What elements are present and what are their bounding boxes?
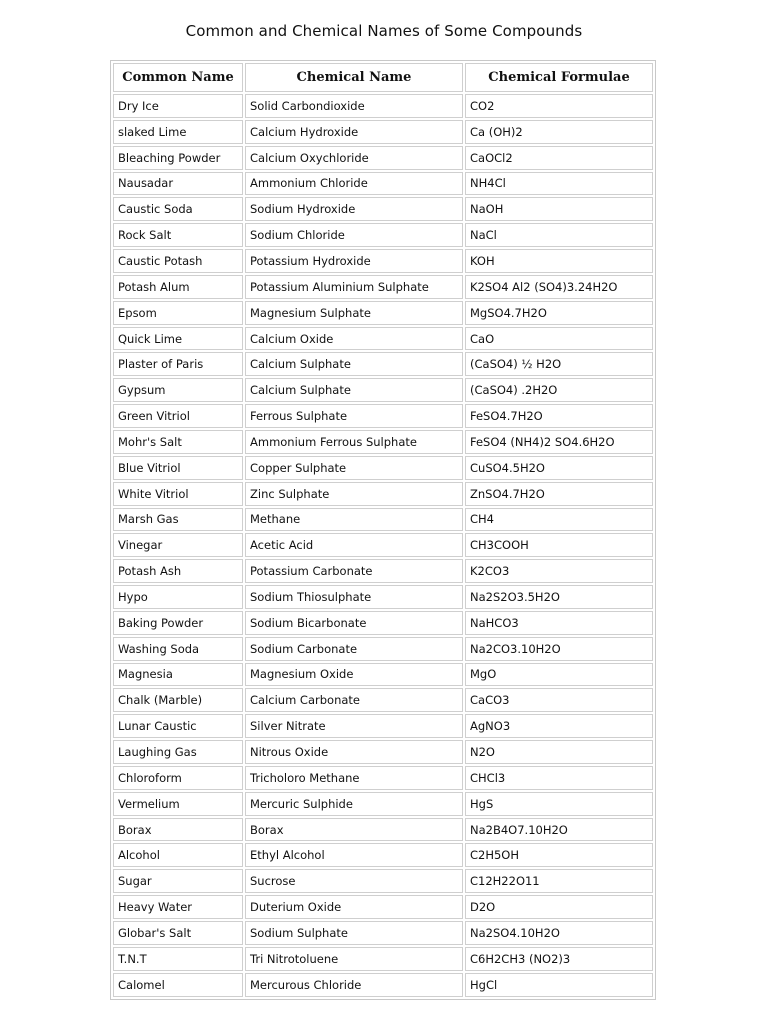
common-name-cell: Alcohol bbox=[113, 843, 243, 867]
chemical-name-cell: Silver Nitrate bbox=[245, 714, 463, 738]
chemical-formula-cell: CO2 bbox=[465, 94, 653, 118]
table-row bbox=[113, 818, 653, 842]
common-name-cell: Green Vitriol bbox=[113, 404, 243, 428]
chemical-formula-cell: (CaSO4) .2H2O bbox=[465, 378, 653, 402]
chemical-formula-cell: K2CO3 bbox=[465, 559, 653, 583]
table-row bbox=[113, 714, 653, 738]
common-name-cell: Dry Ice bbox=[113, 94, 243, 118]
table-row bbox=[113, 637, 653, 661]
chemical-name-cell: Calcium Oxide bbox=[245, 327, 463, 351]
common-name-cell: Vinegar bbox=[113, 533, 243, 557]
table-body bbox=[113, 94, 653, 997]
chemical-name-cell: Tri Nitrotoluene bbox=[245, 947, 463, 971]
chemical-formula-cell: CuSO4.5H2O bbox=[465, 456, 653, 480]
table-row bbox=[113, 869, 653, 893]
common-name-cell: Potash Ash bbox=[113, 559, 243, 583]
common-name-cell: Washing Soda bbox=[113, 637, 243, 661]
common-name-cell: Magnesia bbox=[113, 663, 243, 687]
table-row bbox=[113, 585, 653, 609]
chemical-name-cell: Ammonium Chloride bbox=[245, 172, 463, 196]
common-name-cell: Chloroform bbox=[113, 766, 243, 790]
common-name-cell: Blue Vitriol bbox=[113, 456, 243, 480]
chemical-name-cell: Ferrous Sulphate bbox=[245, 404, 463, 428]
table-row bbox=[113, 249, 653, 273]
chemical-name-cell: Mercuric Sulphide bbox=[245, 792, 463, 816]
chemical-name-cell: Sodium Carbonate bbox=[245, 637, 463, 661]
chemical-name-cell: Mercurous Chloride bbox=[245, 973, 463, 997]
chemical-name-cell: Calcium Sulphate bbox=[245, 352, 463, 376]
table-row bbox=[113, 378, 653, 402]
chemical-name-cell: Ammonium Ferrous Sulphate bbox=[245, 430, 463, 454]
chemical-formula-cell: CH4 bbox=[465, 508, 653, 532]
table-row bbox=[113, 146, 653, 170]
header-row bbox=[113, 63, 653, 92]
column-header-chemical-name: Chemical Name bbox=[245, 63, 463, 92]
chemical-name-cell: Magnesium Oxide bbox=[245, 663, 463, 687]
common-name-cell: Gypsum bbox=[113, 378, 243, 402]
chemical-formula-cell: HgS bbox=[465, 792, 653, 816]
chemical-formula-cell: D2O bbox=[465, 895, 653, 919]
chemical-formula-cell: C12H22O11 bbox=[465, 869, 653, 893]
common-name-cell: Hypo bbox=[113, 585, 243, 609]
common-name-cell: Lunar Caustic bbox=[113, 714, 243, 738]
chemical-name-cell: Sodium Bicarbonate bbox=[245, 611, 463, 635]
chemical-formula-cell: CH3COOH bbox=[465, 533, 653, 557]
table-row bbox=[113, 94, 653, 118]
common-name-cell: Mohr's Salt bbox=[113, 430, 243, 454]
table-row bbox=[113, 430, 653, 454]
chemical-name-cell: Borax bbox=[245, 818, 463, 842]
common-name-cell: Baking Powder bbox=[113, 611, 243, 635]
chemical-formula-cell: MgO bbox=[465, 663, 653, 687]
column-header-common-name: Common Name bbox=[113, 63, 243, 92]
chemical-name-cell: Sodium Hydroxide bbox=[245, 197, 463, 221]
common-name-cell: Chalk (Marble) bbox=[113, 688, 243, 712]
chemical-formula-cell: NH4Cl bbox=[465, 172, 653, 196]
chemical-name-cell: Acetic Acid bbox=[245, 533, 463, 557]
common-name-cell: T.N.T bbox=[113, 947, 243, 971]
common-name-cell: Nausadar bbox=[113, 172, 243, 196]
chemical-formula-cell: AgNO3 bbox=[465, 714, 653, 738]
compounds-table bbox=[111, 61, 655, 999]
chemical-name-cell: Zinc Sulphate bbox=[245, 482, 463, 506]
chemical-name-cell: Calcium Sulphate bbox=[245, 378, 463, 402]
common-name-cell: Rock Salt bbox=[113, 223, 243, 247]
chemical-name-cell: Sucrose bbox=[245, 869, 463, 893]
common-name-cell: Laughing Gas bbox=[113, 740, 243, 764]
chemical-name-cell: Sodium Thiosulphate bbox=[245, 585, 463, 609]
common-name-cell: Borax bbox=[113, 818, 243, 842]
table-row bbox=[113, 197, 653, 221]
common-name-cell: slaked Lime bbox=[113, 120, 243, 144]
common-name-cell: Heavy Water bbox=[113, 895, 243, 919]
chemical-name-cell: Sodium Sulphate bbox=[245, 921, 463, 945]
chemical-formula-cell: FeSO4 (NH4)2 SO4.6H2O bbox=[465, 430, 653, 454]
table-row bbox=[113, 404, 653, 428]
table-row bbox=[113, 352, 653, 376]
common-name-cell: Caustic Potash bbox=[113, 249, 243, 273]
table-row bbox=[113, 327, 653, 351]
chemical-name-cell: Copper Sulphate bbox=[245, 456, 463, 480]
chemical-formula-cell: NaCl bbox=[465, 223, 653, 247]
common-name-cell: Sugar bbox=[113, 869, 243, 893]
table-row bbox=[113, 508, 653, 532]
common-name-cell: Caustic Soda bbox=[113, 197, 243, 221]
chemical-formula-cell: MgSO4.7H2O bbox=[465, 301, 653, 325]
chemical-formula-cell: Na2CO3.10H2O bbox=[465, 637, 653, 661]
chemical-formula-cell: CHCl3 bbox=[465, 766, 653, 790]
chemical-name-cell: Tricholoro Methane bbox=[245, 766, 463, 790]
chemical-name-cell: Calcium Oxychloride bbox=[245, 146, 463, 170]
chemical-name-cell: Solid Carbondioxide bbox=[245, 94, 463, 118]
table-row bbox=[113, 663, 653, 687]
table-row bbox=[113, 482, 653, 506]
table-row bbox=[113, 533, 653, 557]
chemical-name-cell: Magnesium Sulphate bbox=[245, 301, 463, 325]
table-row bbox=[113, 172, 653, 196]
common-name-cell: Bleaching Powder bbox=[113, 146, 243, 170]
chemical-name-cell: Methane bbox=[245, 508, 463, 532]
common-name-cell: Marsh Gas bbox=[113, 508, 243, 532]
common-name-cell: Globar's Salt bbox=[113, 921, 243, 945]
page-title: Common and Chemical Names of Some Compounds bbox=[185, 22, 583, 40]
table-row bbox=[113, 120, 653, 144]
chemical-formula-cell: Ca (OH)2 bbox=[465, 120, 653, 144]
chemical-formula-cell: ZnSO4.7H2O bbox=[465, 482, 653, 506]
chemical-formula-cell: C6H2CH3 (NO2)3 bbox=[465, 947, 653, 971]
table-row bbox=[113, 766, 653, 790]
chemical-name-cell: Potassium Aluminium Sulphate bbox=[245, 275, 463, 299]
chemical-formula-cell: NaHCO3 bbox=[465, 611, 653, 635]
table-row bbox=[113, 559, 653, 583]
chemical-formula-cell: (CaSO4) ½ H2O bbox=[465, 352, 653, 376]
chemical-formula-cell: C2H5OH bbox=[465, 843, 653, 867]
table-header bbox=[113, 63, 653, 92]
table-row bbox=[113, 843, 653, 867]
table-row bbox=[113, 895, 653, 919]
table-row bbox=[113, 688, 653, 712]
chemical-formula-cell: KOH bbox=[465, 249, 653, 273]
chemical-formula-cell: CaO bbox=[465, 327, 653, 351]
chemical-name-cell: Duterium Oxide bbox=[245, 895, 463, 919]
common-name-cell: White Vitriol bbox=[113, 482, 243, 506]
chemical-name-cell: Ethyl Alcohol bbox=[245, 843, 463, 867]
chemical-formula-cell: Na2S2O3.5H2O bbox=[465, 585, 653, 609]
table-row bbox=[113, 301, 653, 325]
chemical-name-cell: Calcium Carbonate bbox=[245, 688, 463, 712]
chemical-name-cell: Nitrous Oxide bbox=[245, 740, 463, 764]
chemical-formula-cell: FeSO4.7H2O bbox=[465, 404, 653, 428]
column-header-chemical-formulae: Chemical Formulae bbox=[465, 63, 653, 92]
chemical-formula-cell: HgCl bbox=[465, 973, 653, 997]
chemical-formula-cell: Na2SO4.10H2O bbox=[465, 921, 653, 945]
chemical-formula-cell: K2SO4 Al2 (SO4)3.24H2O bbox=[465, 275, 653, 299]
common-name-cell: Vermelium bbox=[113, 792, 243, 816]
chemical-formula-cell: NaOH bbox=[465, 197, 653, 221]
table-row bbox=[113, 947, 653, 971]
common-name-cell: Potash Alum bbox=[113, 275, 243, 299]
chemical-name-cell: Calcium Hydroxide bbox=[245, 120, 463, 144]
table-row bbox=[113, 456, 653, 480]
table-row bbox=[113, 223, 653, 247]
common-name-cell: Calomel bbox=[113, 973, 243, 997]
table-row bbox=[113, 740, 653, 764]
table-row bbox=[113, 611, 653, 635]
compounds-table-container bbox=[110, 60, 656, 1000]
common-name-cell: Quick Lime bbox=[113, 327, 243, 351]
chemical-formula-cell: Na2B4O7.10H2O bbox=[465, 818, 653, 842]
common-name-cell: Epsom bbox=[113, 301, 243, 325]
chemical-name-cell: Sodium Chloride bbox=[245, 223, 463, 247]
table-row bbox=[113, 792, 653, 816]
chemical-name-cell: Potassium Hydroxide bbox=[245, 249, 463, 273]
table-row bbox=[113, 921, 653, 945]
table-row bbox=[113, 275, 653, 299]
table-row bbox=[113, 973, 653, 997]
chemical-formula-cell: CaCO3 bbox=[465, 688, 653, 712]
chemical-formula-cell: N2O bbox=[465, 740, 653, 764]
common-name-cell: Plaster of Paris bbox=[113, 352, 243, 376]
chemical-formula-cell: CaOCl2 bbox=[465, 146, 653, 170]
chemical-name-cell: Potassium Carbonate bbox=[245, 559, 463, 583]
